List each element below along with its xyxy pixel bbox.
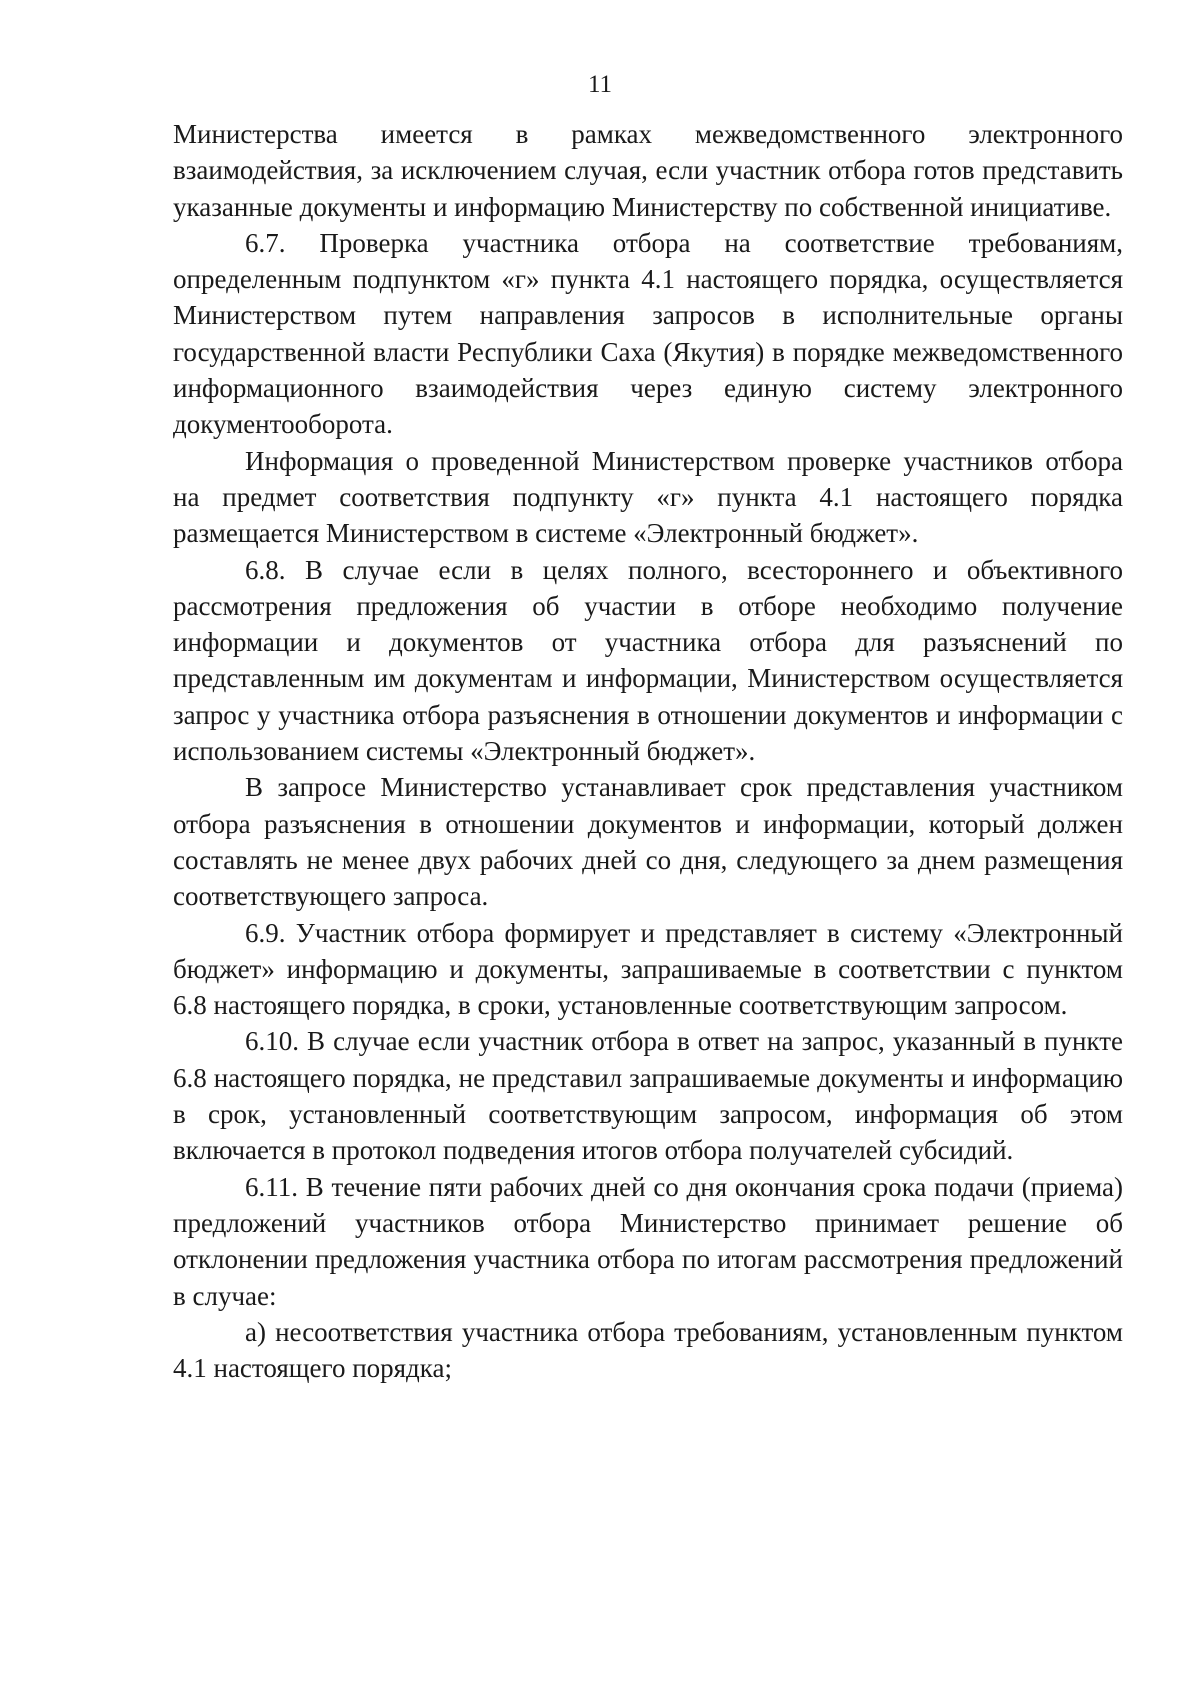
paragraph-info-check: Информация о проведенной Министерством проверке участников отбора на предмет соответствия подпункту «г» пункта 4.1 настоящего порядка размещается Министерством в системе «Электронный бюджет». [173,445,1123,549]
paragraph-6-7: 6.7. Проверка участника отбора на соответствие требованиям, определенным подпунктом «г» пункта 4.1 настоящего порядка, осуществляется Министерством путем направления запросов в исполнительные органы государственной власти Республики Саха (Якутия) в порядке межведомственного информационного взаимодействия через единую систему электронного документооборота. [173,227,1123,440]
paragraph-request-deadline: В запросе Министерство устанавливает срок представления участником отбора разъяснения в отношении документов и информации, который должен составлять не менее двух рабочих дней со дня, следующего за днем размещения соответствующего запроса. [173,772,1123,912]
paragraph-6-9: 6.9. Участник отбора формирует и представляет в систему «Электронный бюджет» информацию и документы, запрашиваемые в соответствии с пунктом 6.8 настоящего порядка, в сроки, установленные соответствующим запросом. [173,917,1123,1021]
document-body [173,116,1123,1386]
paragraph-continuation: Министерства имеется в рамках межведомственного электронного взаимодействия, за исключением случая, если участник отбора готов представить указанные документы и информацию Министерству по собственной инициативе. [173,119,1123,222]
paragraph-6-10: 6.10. В случае если участник отбора в ответ на запрос, указанный в пункте 6.8 настоящего порядка, не представил запрашиваемые документы и информацию в срок, установленный соответствующим запросом, информация об этом включается в протокол подведения итогов отбора получателей субсидий. [173,1026,1123,1166]
paragraph-item-a: а) несоответствия участника отбора требованиям, установленным пунктом 4.1 настоящего порядка; [173,1316,1123,1384]
paragraph-6-8: 6.8. В случае если в целях полного, всестороннего и объективного рассмотрения предложения об участии в отборе необходимо получение информации и документов от участника отбора для разъяснений по представленным им документам и информации, Министерством осуществляется запрос у участника отбора разъяснения в отношении документов и информации с использованием системы «Электронный бюджет». [173,554,1123,767]
page-number: 11 [587,71,613,98]
paragraph-6-11: 6.11. В течение пяти рабочих дней со дня окончания срока подачи (приема) предложений участников отбора Министерство принимает решение об отклонении предложения участника отбора по итогам рассмотрения предложений в случае: [173,1171,1123,1311]
